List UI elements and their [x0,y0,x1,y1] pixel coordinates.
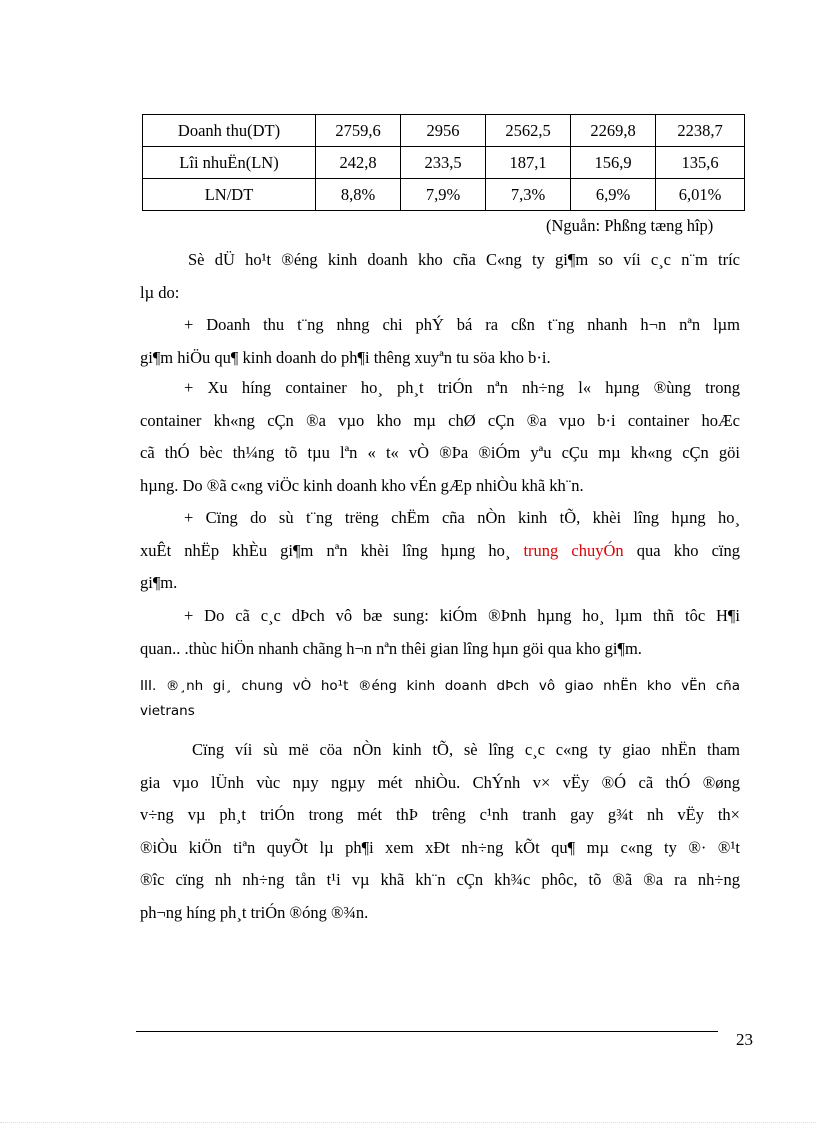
text-line: + Do cã c¸c dÞch vô bæ sung: kiÓm ®Þnh hµng ho¸ lµm thñ tôc H¶i [184,606,740,625]
table-cell: 156,9 [571,147,656,179]
footer-divider [136,1031,718,1032]
text-line: + Cïng do sù t¨ng trëng chËm cña nÒn kinh tÕ, khèi lîng hµng ho¸ [184,508,740,527]
table-cell: 8,8% [316,179,401,211]
text-line: gi¶m. [140,573,178,592]
text-line: gi¶m hiÖu qu¶ kinh doanh do ph¶i thêng xuyªn tu söa kho b·i. [140,347,551,367]
highlighted-text: trung chuyÓn [523,540,624,560]
paragraph-reason-4 [140,600,740,665]
heading-line: III. ®¸nh gi¸ chung vÒ ho¹t ®éng kinh doanh dÞch vô giao nhËn kho vËn cña [140,678,740,694]
text-line: cã thÓ bèc th¼ng tõ tµu lªn « t« vÒ ®Þa ®iÓm yªu cÇu mµ kh«ng cÇn göi [140,443,740,462]
table-row [143,179,745,211]
table-cell: 2759,6 [316,115,401,147]
text-line: gia vµo lÜnh vùc nµy ngµy mét nhiÒu. ChÝnh v× vËy ®Ó cã thÓ ®øng [140,772,740,792]
table-cell: 2238,7 [656,115,745,147]
text-line: container kh«ng cÇn ®a vµo kho mµ chØ cÇn ®a vµo b·i container hoÆc [140,410,740,430]
paragraph-reason-2 [140,372,740,502]
text-line [140,535,740,568]
text-line: Cïng víi sù më cöa nÒn kinh tÕ, sè lîng c¸c c«ng ty giao nhËn tham [192,740,740,759]
heading-line: vietrans [140,703,195,719]
section-heading [140,674,740,724]
paragraph-reason-3 [140,502,740,600]
table-cell: 187,1 [486,147,571,179]
table-row [143,147,745,179]
table-cell: 7,9% [401,179,486,211]
text-line: lµ do: [140,282,180,302]
text-run: xuÊt nhËp khÈu gi¶m nªn khèi lîng hµng ho¸ [140,540,524,560]
paragraph-reason-1 [140,309,740,374]
text-run: qua kho cïng [623,540,741,560]
page-number: 23 [736,1030,753,1049]
text-line: hµng. Do ®ã c«ng viÖc kinh doanh kho vÉn gÆp nhiÒu khã kh¨n. [140,475,584,495]
source-note: (Nguån: Phßng tæng hîp) [546,216,714,235]
text-line: ®iÒu kiÖn tiªn quyÕt lµ ph¶i xem xÐt nh÷ng kÕt qu¶ mµ c«ng ty ®· ®¹t [140,837,740,857]
table-cell: 2562,5 [486,115,571,147]
table-cell: 6,01% [656,179,745,211]
table-cell: 6,9% [571,179,656,211]
table-cell: Doanh thu(DT) [143,115,316,147]
table-cell: 2956 [401,115,486,147]
table-cell: 242,8 [316,147,401,179]
table-cell: 2269,8 [571,115,656,147]
table-cell: 233,5 [401,147,486,179]
revenue-profit-table [142,114,745,211]
table-cell: 7,3% [486,179,571,211]
table-cell: 135,6 [656,147,745,179]
table-row [143,115,745,147]
text-line: quan.. .thùc hiÖn nhanh chãng h¬n nªn thêi gian lîng hµn göi qua kho gi¶m. [140,638,642,658]
paragraph-intro [140,244,740,309]
table-cell: LN/DT [143,179,316,211]
text-line: v÷ng vµ ph¸t triÓn trong mét thÞ trêng c¹nh tranh gay g¾t nh vËy th× [140,805,740,824]
text-line: + Doanh thu t¨ng nhng chi phÝ bá ra cßn t¨ng nhanh h¬n nªn lµm [184,315,740,334]
table-cell: Lîi nhuËn(LN) [143,147,316,179]
text-line: ®îc cïng nh nh÷ng tån t¹i vµ khã kh¨n cÇn kh¾c phôc, tõ ®ã ®a ra nh÷ng [140,870,740,889]
text-line: + Xu híng container ho¸ ph¸t triÓn nªn nh÷ng l« hµng ®ùng trong [184,378,740,397]
text-line: ph¬ng híng ph¸t triÓn ®óng ®¾n. [140,902,369,922]
text-line: Sè dÜ ho¹t ®éng kinh doanh kho cña C«ng ty gi¶m so víi c¸c n¨m tríc [188,250,740,269]
paragraph-overview [140,734,740,929]
